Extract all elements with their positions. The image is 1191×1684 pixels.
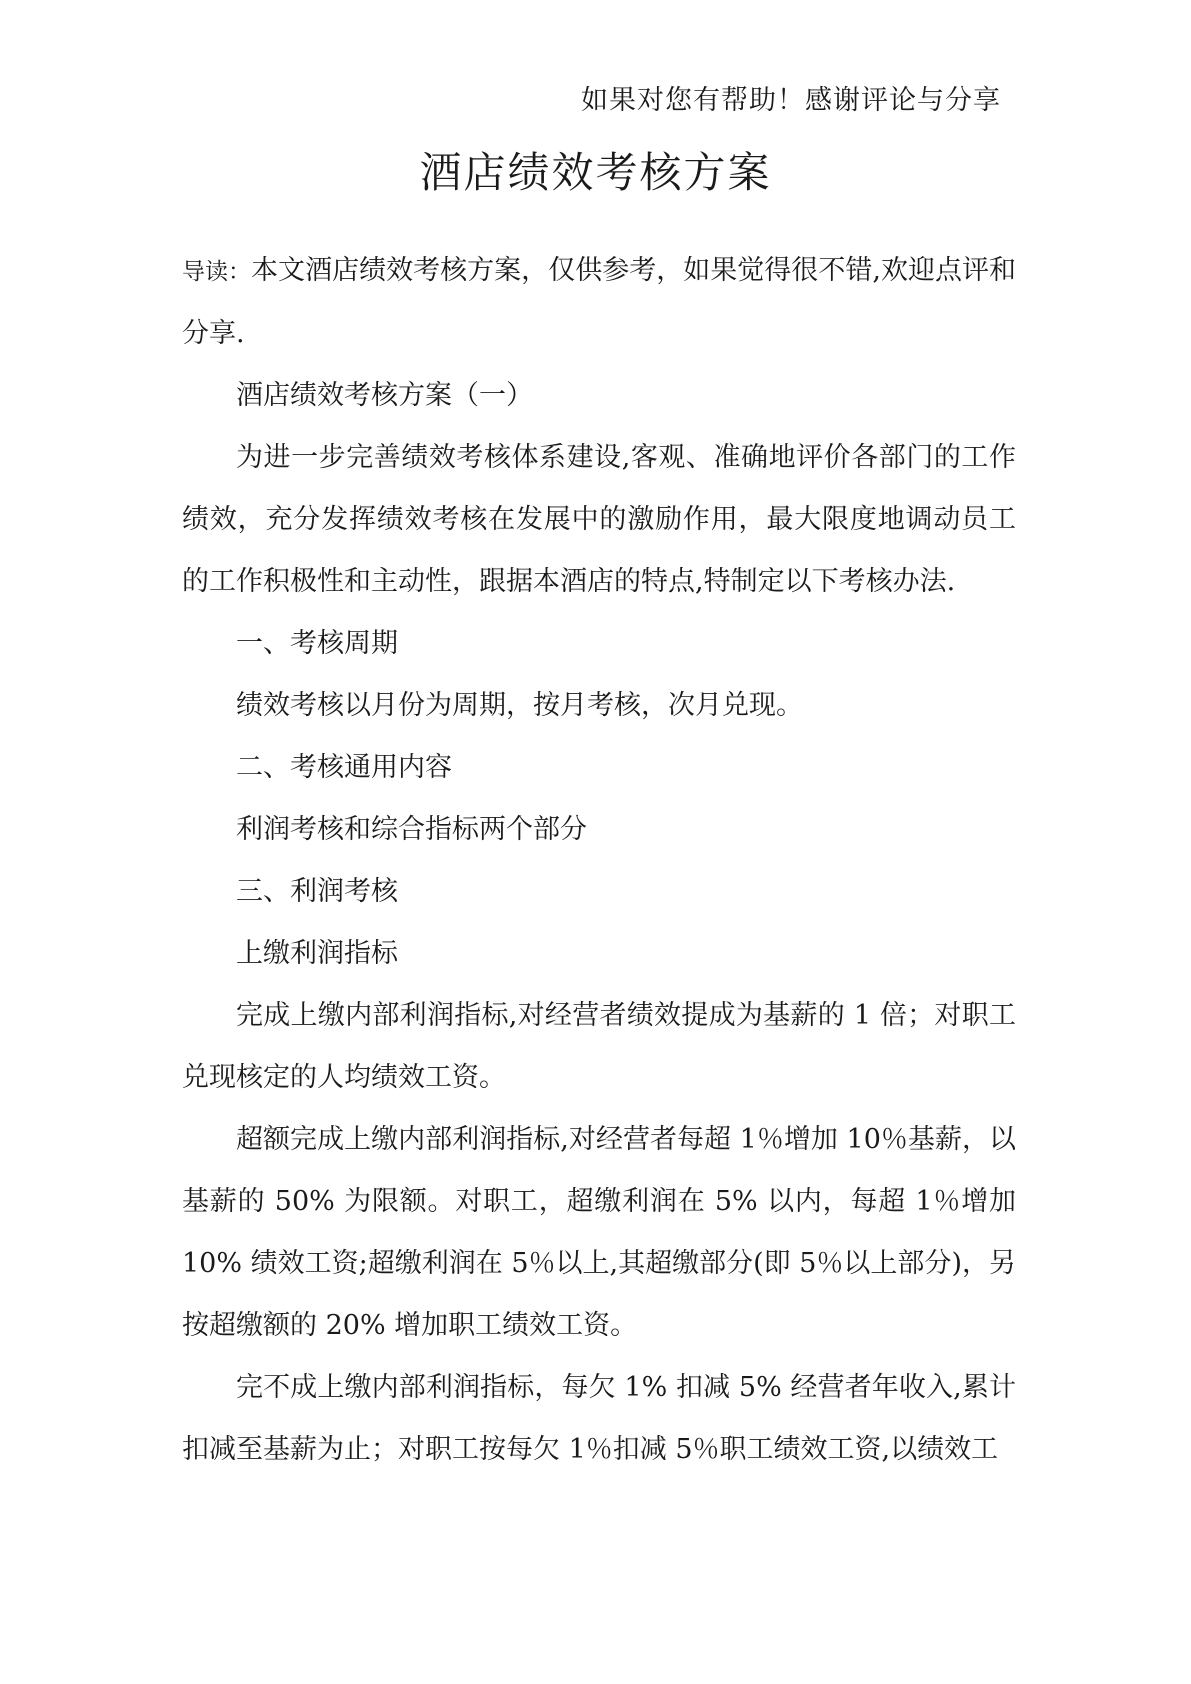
section-heading: 三、利润考核: [236, 876, 398, 907]
section-heading: 一、考核周期: [236, 628, 398, 659]
document-title: 酒店绩效考核方案: [419, 148, 772, 197]
body-paragraph: 绩效考核以月份为周期，按月考核，次月兑现。: [236, 690, 803, 721]
body-paragraph: 为进一步完善绩效考核体系建设,客观、准确地评价各部门的工作绩效，充分发挥绩效考核在发展中的激励作用，最大限度地调动员工的工作积极性和主动性，跟据本酒店的特点,特制定以下考核办法.: [182, 442, 1016, 597]
body-paragraph: 超额完成上缴内部利润指标,对经营者每超 1％增加 10％基薪，以基薪的 50% 为限额。对职工，超缴利润在 5% 以内，每超 1％增加 10% 绩效工资;超缴利润在 5％以上,其超缴部分(即 5％以上部分)，另按超缴额的 20% 增加职工绩效工资。: [182, 1124, 1016, 1341]
body-paragraph: 完不成上缴内部利润指标，每欠 1% 扣减 5% 经营者年收入,累计扣减至基薪为止；对职工按每欠 1％扣减 5％职工绩效工资,以绩效工: [182, 1372, 1016, 1465]
lead-text: 本文酒店绩效考核方案，仅供参考，如果觉得很不错,欢迎点评和分享.: [182, 255, 1016, 349]
lead-paragraph: [182, 240, 1016, 365]
body-paragraph: 利润考核和综合指标两个部分: [236, 814, 587, 845]
subsection-heading: 上缴利润指标: [236, 938, 398, 969]
document-body: [182, 240, 1016, 1481]
header-note: 如果对您有帮助！感谢评论与分享: [581, 85, 1001, 116]
section-heading: 二、考核通用内容: [236, 752, 452, 783]
section-heading: 酒店绩效考核方案（一）: [236, 380, 533, 411]
lead-label: 导读：: [182, 259, 252, 285]
body-paragraph: 完成上缴内部利润指标,对经营者绩效提成为基薪的 1 倍；对职工兑现核定的人均绩效工资。: [182, 1000, 1016, 1093]
